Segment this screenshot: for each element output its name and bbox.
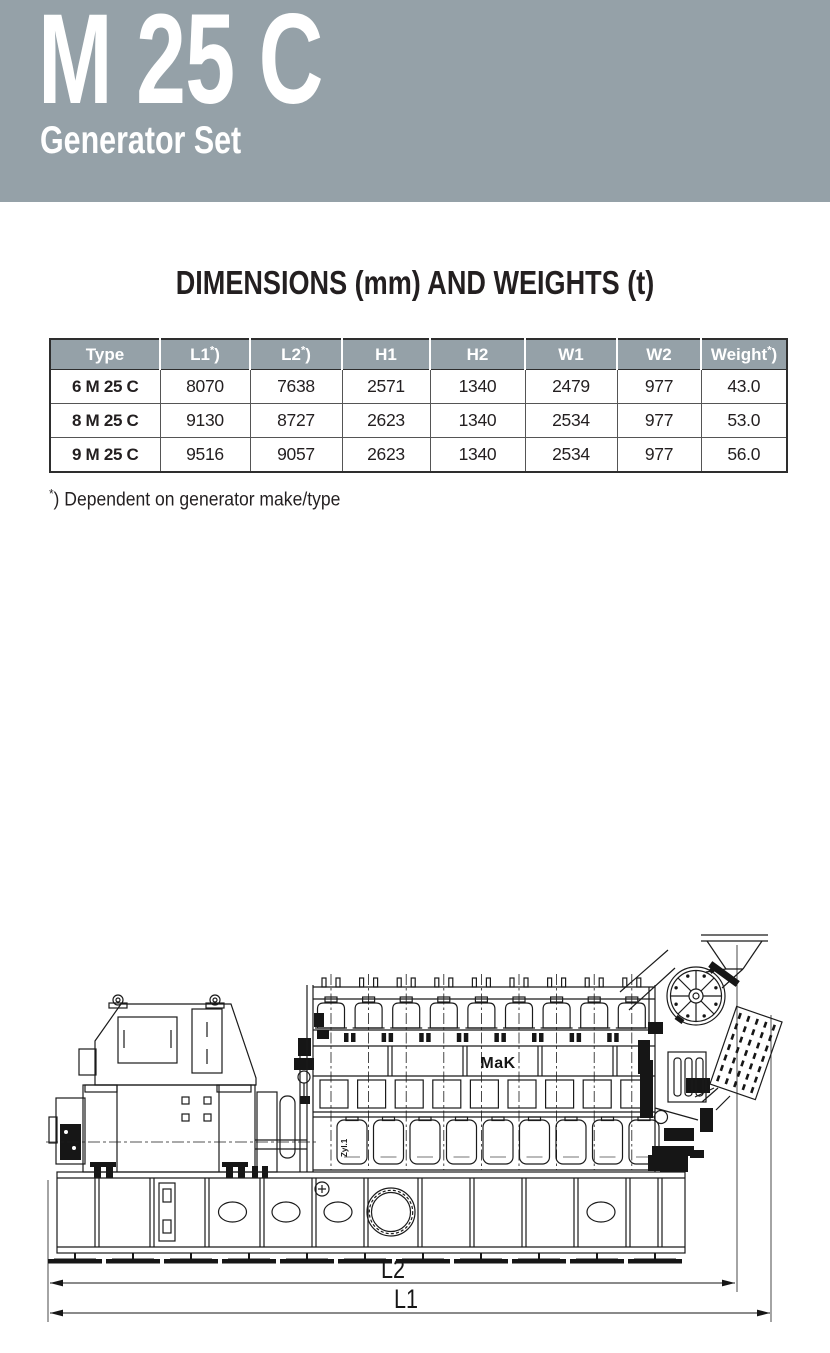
lifting-lug-icon [206, 995, 224, 1008]
cell-w2: 977 [617, 404, 701, 438]
table-footnote: *) Dependent on generator make/type [49, 486, 341, 511]
col-header-w2: W2 [617, 339, 701, 370]
col-header-type: Type [50, 339, 160, 370]
dimension-line-l1 [50, 1285, 770, 1317]
table-header-row [50, 339, 787, 370]
cell-type: 8 M 25 C [50, 404, 160, 438]
cell-weight: 53.0 [701, 404, 787, 438]
cell-weight: 43.0 [701, 370, 787, 404]
generator-bearing [60, 1038, 314, 1178]
cell-l1: 8070 [160, 370, 250, 404]
cell-weight: 56.0 [701, 438, 787, 473]
cell-l2: 7638 [250, 370, 342, 404]
cell-h1: 2571 [342, 370, 430, 404]
cell-l1: 9516 [160, 438, 250, 473]
cell-type: 6 M 25 C [50, 370, 160, 404]
cell-w2: 977 [617, 370, 701, 404]
col-header-h1: H1 [342, 339, 430, 370]
genset-technical-drawing [28, 916, 806, 1346]
header-band [0, 0, 830, 202]
col-header-l1: L1*) [160, 339, 250, 370]
cell-l2: 8727 [250, 404, 342, 438]
turbo-silencer-icon [667, 967, 725, 1025]
charge-air-cooler-grid [702, 1006, 782, 1110]
cell-w1: 2479 [525, 370, 617, 404]
generator-group [46, 995, 318, 1178]
cell-w2: 977 [617, 438, 701, 473]
cell-l1: 9130 [160, 404, 250, 438]
turbocharger-group [620, 935, 782, 1172]
turbo-piping [638, 1022, 713, 1172]
col-header-h2: H2 [430, 339, 525, 370]
cell-l2: 9057 [250, 438, 342, 473]
table-row [50, 404, 787, 438]
dim-label-l2: L2 [380, 1254, 406, 1285]
model-subtitle: Generator Set [40, 119, 242, 162]
cell-h1: 2623 [342, 404, 430, 438]
table-row [50, 370, 787, 404]
cell-type: 9 M 25 C [50, 438, 160, 473]
dimensions-table [49, 338, 788, 473]
col-header-l2: L2*) [250, 339, 342, 370]
dim-label-l1: L1 [393, 1284, 419, 1315]
cylinder-1-label: Zyl.1 [340, 1138, 349, 1157]
lifting-lug-icon [109, 995, 127, 1008]
table-row [50, 438, 787, 473]
cell-h1: 2623 [342, 438, 430, 473]
cell-h2: 1340 [430, 404, 525, 438]
col-header-weight: Weight*) [701, 339, 787, 370]
col-header-w1: W1 [525, 339, 617, 370]
cell-h2: 1340 [430, 370, 525, 404]
cell-w1: 2534 [525, 404, 617, 438]
base-frame-group [48, 1172, 685, 1264]
model-title: M 25 C [38, 0, 323, 131]
brand-logo: MaK [480, 1055, 516, 1072]
cell-h2: 1340 [430, 438, 525, 473]
engine-group [307, 974, 659, 1172]
section-title: DIMENSIONS (mm) AND WEIGHTS (t) [175, 264, 655, 301]
cell-w1: 2534 [525, 438, 617, 473]
